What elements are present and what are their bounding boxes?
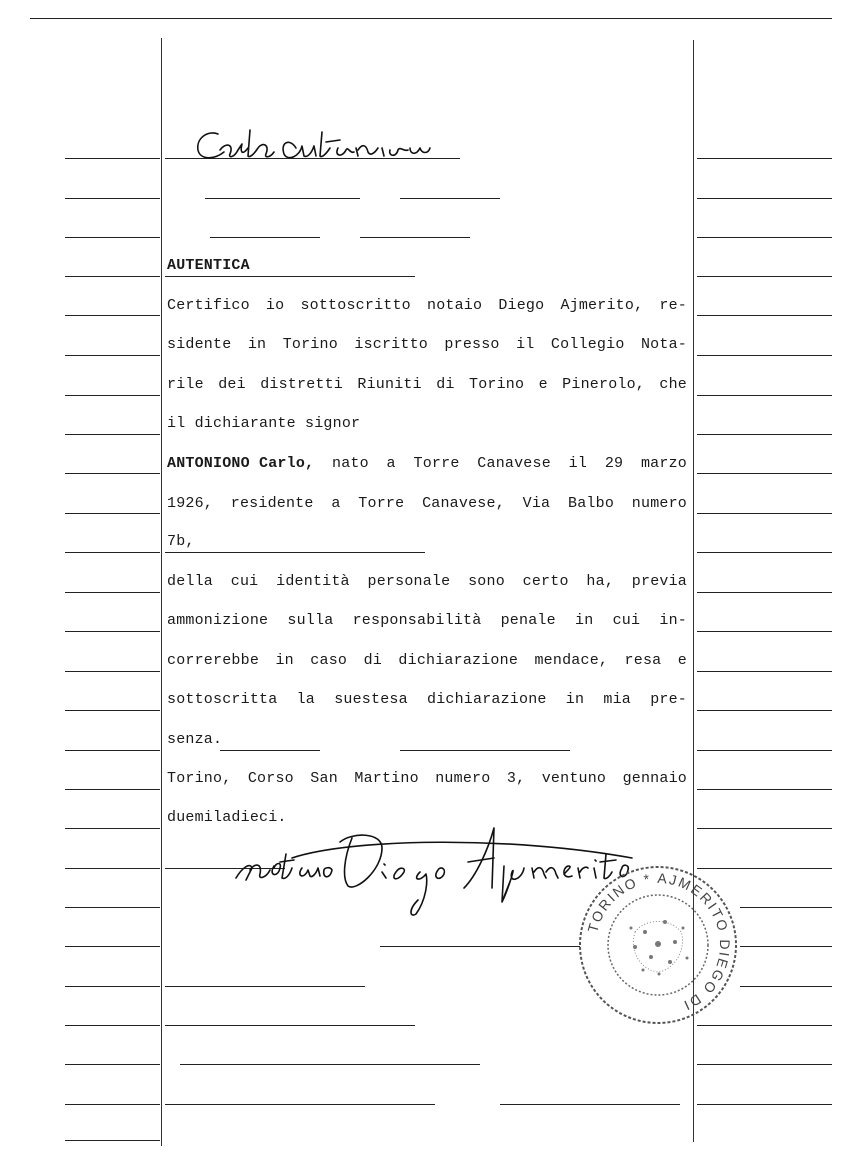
body-line-2: sidente in Torino iscritto presso il Collegio Nota- <box>167 336 687 353</box>
body-line-1: Certifico io sottoscritto notaio Diego Ajmerito, re- <box>167 297 687 314</box>
body-line-14: duemiladieci. <box>167 809 287 826</box>
body-line-9: ammonizione sulla responsabilità penale in cui in- <box>167 612 687 629</box>
declarant-name: ANTONIONO Carlo, <box>167 455 315 472</box>
body-line-11: sottoscritta la suestesa dichiarazione in mia pre- <box>167 691 687 708</box>
body-line-3: rile dei distretti Riuniti di Torino e Pinerolo, che <box>167 376 687 393</box>
declarant-signature <box>190 122 450 173</box>
notary-seal <box>575 862 741 1028</box>
body-line-12: senza. <box>167 731 223 748</box>
body-line-5-rest: nato a Torre Canavese il 29 marzo <box>314 455 687 472</box>
body-line-6: 1926, residente a Torre Canavese, Via Balbo numero <box>167 495 687 512</box>
left-margin-line <box>161 38 162 1146</box>
seal-text: TORINO * AJMERITO DIEGO DI <box>584 869 734 1015</box>
body-line-8: della cui identità personale sono certo ha, previa <box>167 573 687 590</box>
heading-autentica: AUTENTICA <box>167 257 250 274</box>
body-line-5 <box>167 455 687 473</box>
body-line-4: il dichiarante signor <box>167 415 361 432</box>
body-line-7: 7b, <box>167 533 195 550</box>
body-line-13: Torino, Corso San Martino numero 3, ventuno gennaio <box>167 770 687 787</box>
top-border-line <box>30 18 832 19</box>
body-line-10: correrebbe in caso di dichiarazione mendace, resa e <box>167 652 687 669</box>
